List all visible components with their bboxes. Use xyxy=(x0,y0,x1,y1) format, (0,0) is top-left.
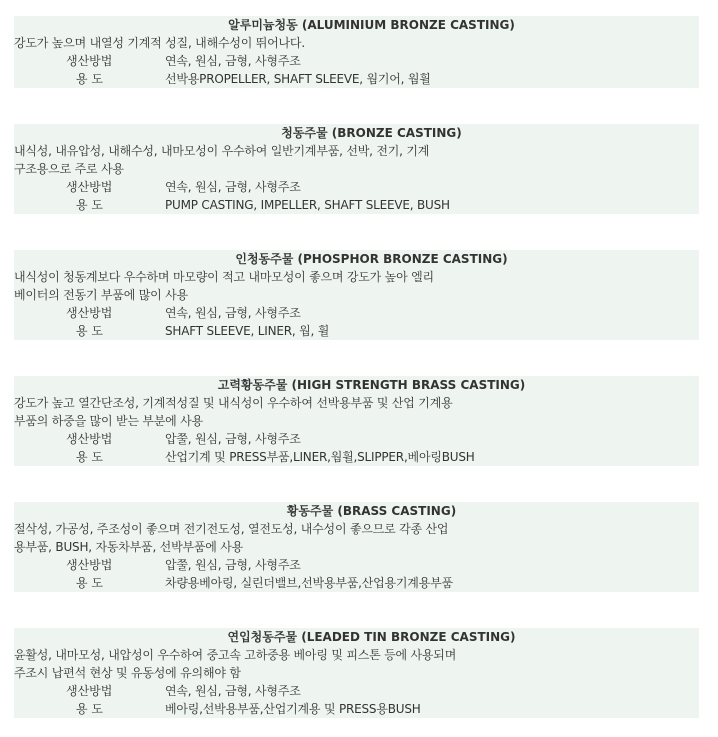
production-method-row xyxy=(14,682,699,700)
section-phosphor-bronze xyxy=(14,250,699,340)
usage-value: PUMP CASTING, IMPELLER, SHAFT SLEEVE, BUSH xyxy=(165,198,450,212)
section-title: 청동주물 (BRONZE CASTING) xyxy=(281,126,462,140)
usage-label: 용 도 xyxy=(76,198,103,212)
section-description: 내식성, 내유압성, 내해수성, 내마모성이 우수하여 일반기계부품, 선박, 전기, 기계 xyxy=(14,144,430,158)
production-method-row xyxy=(14,304,699,322)
section-description: 내식성이 청동계보다 우수하며 마모량이 적고 내마모성이 좋으며 강도가 높아 엘리 xyxy=(14,270,434,284)
usage-value: 선박용PROPELLER, SHAFT SLEEVE, 웜기어, 웜휠 xyxy=(165,72,431,86)
production-method-label: 생산방법 xyxy=(66,432,113,446)
production-method-value: 압쭐, 원심, 금형, 사형주조 xyxy=(165,558,301,572)
section-description: 주조시 납편석 현상 및 유동성에 유의해야 함 xyxy=(14,666,241,680)
section-description: 강도가 높고 열간단조성, 기계적성질 및 내식성이 우수하여 선박용부품 및 산업 기계용 xyxy=(14,396,453,410)
production-method-row xyxy=(14,178,699,196)
production-method-row xyxy=(14,430,699,448)
production-method-value: 연속, 원심, 금형, 사형주조 xyxy=(165,54,301,68)
production-method-label: 생산방법 xyxy=(66,180,113,194)
section-bronze xyxy=(14,124,699,214)
usage-row xyxy=(14,70,699,88)
section-description: 강도가 높으며 내열성 기계적 성질, 내해수성이 뛰어나다. xyxy=(14,36,305,50)
usage-value: 차량용베아링, 실린더밸브,선박용부품,산업용기계용부품 xyxy=(165,576,453,590)
production-method-label: 생산방법 xyxy=(66,306,113,320)
production-method-value: 연속, 원심, 금형, 사형주조 xyxy=(165,684,301,698)
usage-value: 베아링,선박용부품,산업기계용 및 PRESS용BUSH xyxy=(165,702,421,716)
section-description: 부품의 하중을 많이 받는 부분에 사용 xyxy=(14,414,203,428)
production-method-row xyxy=(14,556,699,574)
section-aluminium-bronze xyxy=(14,16,699,88)
usage-row xyxy=(14,196,699,214)
production-method-value: 압쭐, 원심, 금형, 사형주조 xyxy=(165,432,301,446)
section-title: 연입청동주물 (LEADED TIN BRONZE CASTING) xyxy=(227,630,516,644)
section-leaded-tin-bronze xyxy=(14,628,699,718)
section-brass xyxy=(14,502,699,592)
section-title: 알루미늄청동 (ALUMINIUM BRONZE CASTING) xyxy=(228,18,515,32)
section-description: 베이터의 전동기 부품에 많이 사용 xyxy=(14,288,188,302)
usage-label: 용 도 xyxy=(76,72,103,86)
usage-row xyxy=(14,574,699,592)
section-title: 고력황동주물 (HIGH STRENGTH BRASS CASTING) xyxy=(217,378,526,392)
section-description: 절삭성, 가공성, 주조성이 좋으며 전기전도성, 열전도성, 내수성이 좋으므로 각종 산업 xyxy=(14,522,449,536)
section-description: 윤활성, 내마모성, 내압성이 우수하여 중고속 고하중용 베아링 및 피스톤 등에 사용되며 xyxy=(14,648,457,662)
usage-row xyxy=(14,700,699,718)
section-description: 구조용으로 주로 사용 xyxy=(14,162,124,176)
usage-value: SHAFT SLEEVE, LINER, 웜, 휠 xyxy=(165,324,330,338)
production-method-label: 생산방법 xyxy=(66,684,113,698)
section-high-strength-brass xyxy=(14,376,699,466)
usage-row xyxy=(14,448,699,466)
usage-label: 용 도 xyxy=(76,450,103,464)
usage-label: 용 도 xyxy=(76,576,103,590)
section-title: 황동주물 (BRASS CASTING) xyxy=(286,504,457,518)
section-title: 인청동주물 (PHOSPHOR BRONZE CASTING) xyxy=(235,252,508,266)
usage-label: 용 도 xyxy=(76,324,103,338)
section-description: 용부품, BUSH, 자동차부품, 선박부품에 사용 xyxy=(14,540,244,554)
production-method-label: 생산방법 xyxy=(66,54,113,68)
production-method-label: 생산방법 xyxy=(66,558,113,572)
production-method-value: 연속, 원심, 금형, 사형주조 xyxy=(165,306,301,320)
usage-row xyxy=(14,322,699,340)
usage-value: 산업기계 및 PRESS부품,LINER,웜휠,SLIPPER,베아링BUSH xyxy=(165,450,475,464)
production-method-row xyxy=(14,52,699,70)
production-method-value: 연속, 원심, 금형, 사형주조 xyxy=(165,180,301,194)
usage-label: 용 도 xyxy=(76,702,103,716)
